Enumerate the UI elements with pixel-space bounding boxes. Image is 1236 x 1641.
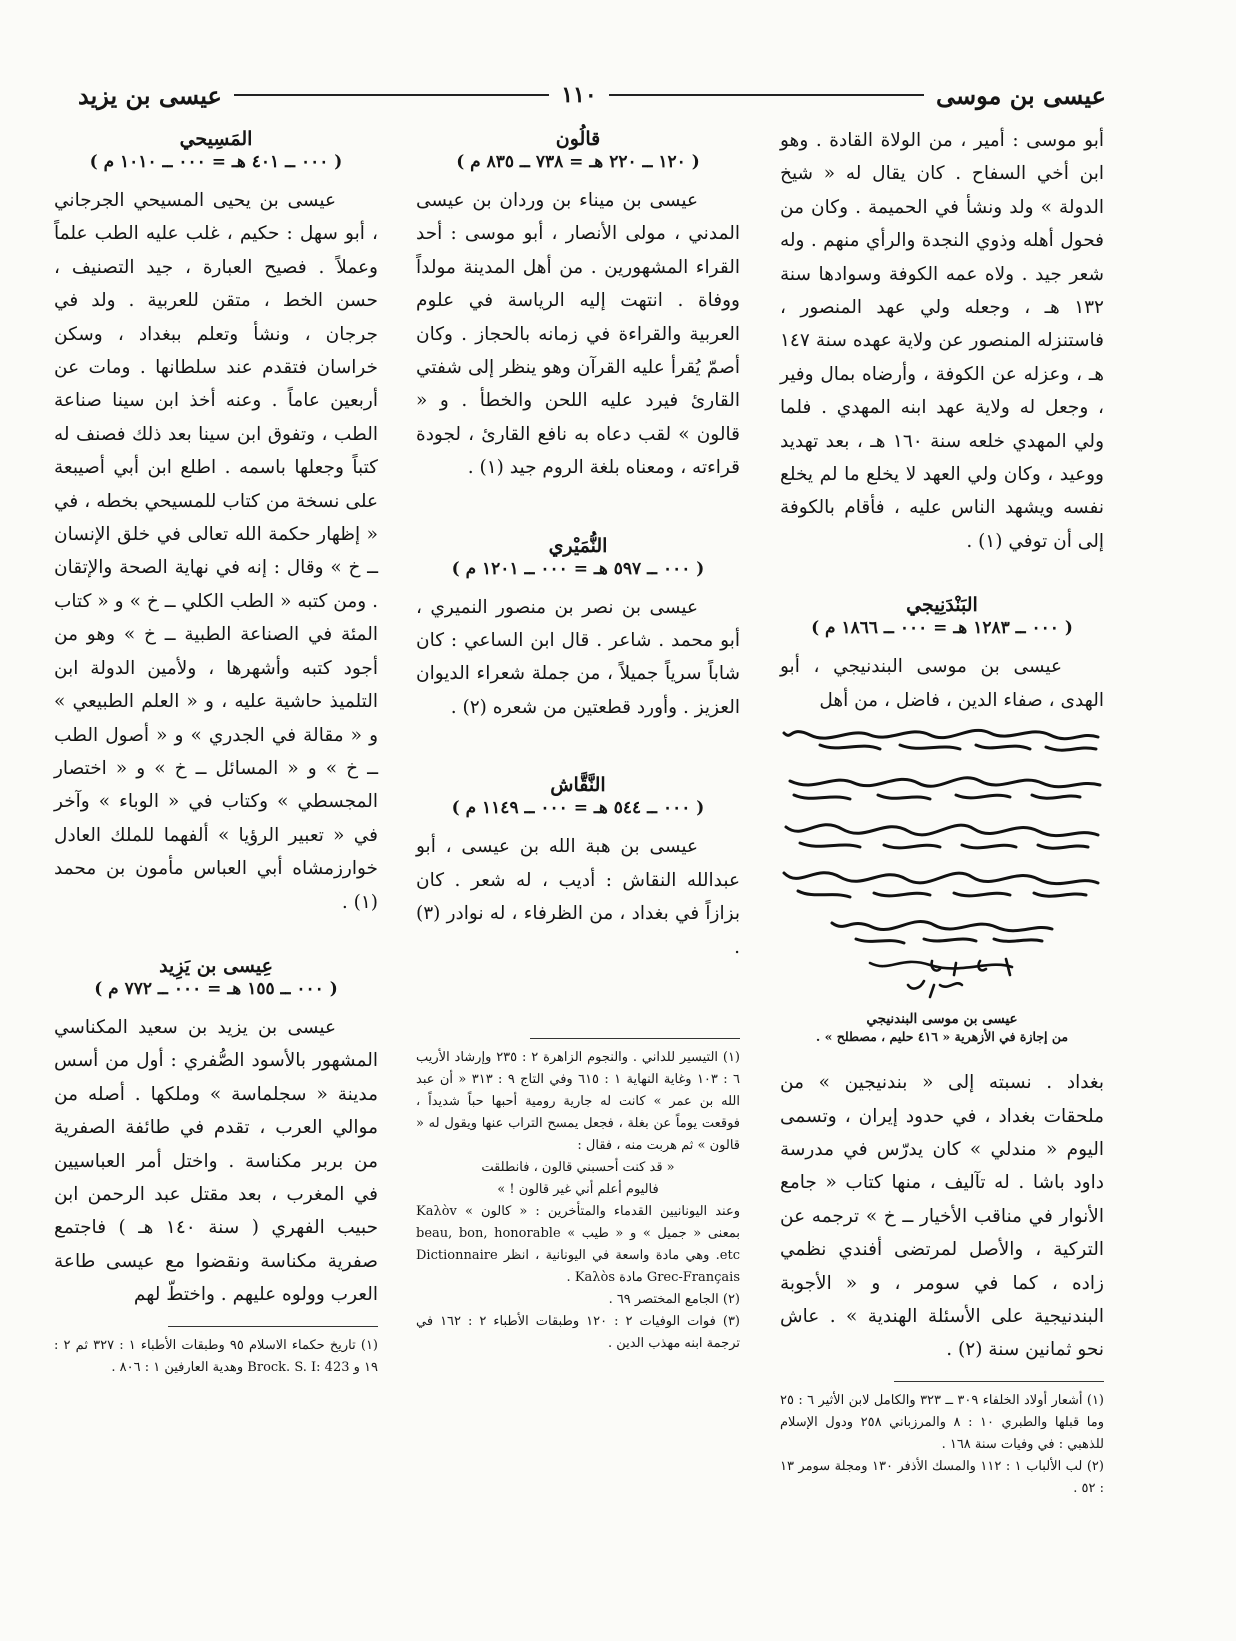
entry-text-isa-ibn-yazid: عيسى بن يزيد بن سعيد المكناسي المشهور بالأسود الصُّفري : أول من أسس مدينة « سجلماسة » وملكها . أصله من موالي العرب ، تقدم في طائفة الصفرية من بربر مكناسة . واختل أمر العباسيين في المغرب ، بعد مقتل عبد الرحمن ابن حبيب الفهري ( سنة ١٤٠ هـ ) فاجتمع صفرية مكناسة ونقضوا مع عيسى طاعة العرب وولوه عليهم . واختطّ لهم	[54, 1016, 379, 1306]
manuscript-caption: عيسى بن موسى البندنيجي	[866, 1011, 1018, 1028]
entry-dates-bandaniji: ( ٠٠٠ ــ ١٢٨٣ هـ = ٠٠٠ ــ ١٨٦٦ م )	[811, 618, 1073, 639]
entry-text-masihi: عيسى بن يحيى المسيحي الجرجاني ، أبو سهل : حكيم ، غلب عليه الطب علماً وعملاً . فصيح العبارة ، جيد التصنيف ، حسن الخط ، متقن للعربية . ولد في جرجان ، ونشأ وتعلم ببغداد ، وسكن خراسان فتقدم عند سلطانها . ومات عن أربعين عاماً . وعنه أخذ ابن سينا صناعة الطب ، وتفوق ابن سينا بعد ذلك فصنف له كتباً وجعلها باسمه . اطلع ابن أبي أصيبعة على نسخة من كتاب للمسيحي بخطه ، في « إظهار حكمة الله تعالى في خلق الإنسان ــ خ » وقال : إنه في نهاية الصحة والإتقان . ومن كتبه « الطب الكلي ــ خ » و « كتاب المئة في الصناعة الطبية ــ خ » وهو من أجود كتبه وأشهرها ، ولأمين الدولة ابن التلميذ حاشية عليه ، و « العلم الطبيعي » و « مقالة في الجدري » و « أصول الطب ــ خ » و « المسائل ــ خ » و « اختصار المجسطي » وكتاب في « الوباء » وآخر في « تعبير الرؤيا » ألفهما للملك العادل خوارزمشاه أبي العباس مأمون بن محمد (١) .	[54, 190, 378, 913]
entry-title-bandaniji: البَنْدَنِيجي	[906, 594, 978, 617]
entry-dates-masihi: ( ٠٠٠ ــ ٤٠١ هـ = ٠٠٠ ــ ١٠١٠ م )	[89, 152, 343, 172]
footnote-middle-1b: وعند اليونانيين القدماء والمتأخرين : « كالون » Kaλòv بمعنى « جميل » و « طيب » beau, bon, honorable etc. وهي مادة واسعة في اليونانية ، انظر Dictionnaire Grec-Français مادة Kaλòs .	[416, 1203, 741, 1285]
entry-text-qalun: عيسى بن ميناء بن وردان بن عيسى المدني ، مولى الأنصار ، أبو موسى : أحد القراء المشهورين . من أهل المدينة مولداً ووفاة . انتهت إليه الرياسة في علوم العربية والقراءة في زمانه بالحجاز . وكان أصمّ يُقرأ عليه القرآن وهو ينظر إلى شفتي القارئ فيرد عليه اللحن والخطأ . و « قالون » لقب دعاه به نافع القارئ ، لجودة قراءته ، ومعناه بلغة الروم جيد (١) .	[416, 190, 740, 479]
left-column	[54, 124, 378, 1379]
footnote-divider	[168, 1326, 378, 1327]
footnote-middle-2: (٢) الجامع المختصر ٦٩ .	[608, 1291, 740, 1307]
entry-title-isa-ibn-yazid: عِيسى بن يَزِيد	[159, 954, 273, 977]
entry-title-numayri: النُّمَيْري	[548, 534, 608, 557]
header-right-title: عيسى بن موسى	[935, 80, 1106, 110]
entry-dates-isa-ibn-yazid: ( ٠٠٠ ــ ١٥٥ هـ = ٠٠٠ ــ ٧٧٢ م )	[94, 978, 338, 999]
footnote-middle-verse-2: فاليوم أعلم أني غير قالون ! »	[497, 1181, 659, 1197]
page-header	[78, 72, 1106, 118]
entry-title-qalun: قالُون	[555, 128, 601, 150]
entry-title-masihi: المَسِيحي	[179, 128, 253, 150]
entry-text-bandaniji-part2: بغداد . نسبته إلى « بندنيجين » من ملحقات بغداد ، في حدود إيران ، وتسمى اليوم « مندلي » كان يدرّس في مدرسة داود باشا . له تآليف ، منها كتاب « جامع الأنوار في مناقب الأخيار ــ خ » ترجمه عن التركية ، والأصل لمرتضى أفندي نظمي زاده ، كما في سومر ، و « الأجوبة البندنيجية على الأسئلة الهندية » . عاش نحو ثمانين سنة (٢) .	[780, 1072, 1104, 1361]
page-number: ١١٠	[561, 82, 597, 108]
entry-text-numayri: عيسى بن نصر بن منصور النميري ، أبو محمد . شاعر . قال ابن الساعي : كان شاباً سرياً جميلاً ، من جملة شعراء الديوان العزيز . وأورد قطعتين من شعره (٢) .	[416, 596, 740, 718]
manuscript-image	[780, 723, 1104, 1003]
manuscript-source: من إجازة في الأزهرية « ٤١٦ حليم ، مصطلح » .	[815, 1029, 1069, 1045]
header-left-title: عيسى بن يزيد	[78, 80, 222, 110]
footnote-divider	[530, 1038, 740, 1039]
entry-dates-naqqash: ( ٠٠٠ ــ ٥٤٤ هـ = ٠٠٠ ــ ١١٤٩ م )	[451, 798, 705, 819]
footnote-left-1: (١) تاريخ حكماء الاسلام ٩٥ وطبقات الأطباء ١ : ٣٢٧ ثم ٢ : ١٩ و Brock. S. I: 423 وهدية العارفين ١ : ٨٠٦ .	[54, 1337, 378, 1375]
header-rule-left	[234, 94, 549, 96]
middle-column	[416, 124, 740, 1355]
footnote-middle-3: (٣) فوات الوفيات ٢ : ١٢٠ وطبقات الأطباء ٢ : ١٦٢ في ترجمة ابنه مهذب الدين .	[416, 1313, 740, 1351]
right-column	[780, 124, 1104, 1500]
entry-title-naqqash: النَّقَّاش	[550, 774, 606, 797]
footnote-middle-1: (١) التيسير للداني . والنجوم الزاهرة ٢ : ٢٣٥ وإرشاد الأريب ٦ : ١٠٣ وغاية النهاية ١ : ٦١٥ وفي التاج ٩ : ٣١٣ « أن عبد الله بن عمر » كانت له جارية رومية أحبها حباً شديداً ، فوقعت يوماً عن بغلة ، فجعل يمسح التراب عنها ويقول له « قالون » ثم هربت منه ، فقال :	[416, 1049, 740, 1153]
footnote-right-1: (١) أشعار أولاد الخلفاء ٣٠٩ ــ ٣٢٣ والكامل لابن الأثير ٦ : ٢٥ وما قبلها والطبري ١٠ : ٨ والمرزباني ٢٥٨ ودول الإسلام للذهبي : في وفيات سنة ١٦٨ .	[780, 1392, 1104, 1452]
entry-text-naqqash: عيسى بن هبة الله بن عيسى ، أبو عبدالله النقاش : أديب ، له شعر . كان بزازاً في بغداد ، من الظرفاء ، له نوادر (٣) .	[416, 836, 740, 958]
entry-dates-numayri: ( ٠٠٠ ــ ٥٩٧ هـ = ٠٠٠ ــ ١٢٠١ م )	[451, 558, 705, 579]
handwriting-sample-image	[780, 723, 1104, 1003]
footnote-middle-verse-1: « قد كنت أحسبني قالون ، فانطلقت	[481, 1159, 675, 1175]
footnote-right-2: (٢) لب الألباب ١ : ١١٢ والمسك الأذفر ١٣٠ ومجلة سومر ١٣ : ٥٢ .	[780, 1458, 1104, 1496]
entry-dates-qalun: ( ١٢٠ ــ ٢٢٠ هـ = ٧٣٨ ــ ٨٣٥ م )	[456, 152, 700, 172]
header-rule-right	[609, 94, 924, 96]
entry-text-isa-ibn-musa: أبو موسى : أمير ، من الولاة القادة . وهو ابن أخي السفاح . كان يقال له « شيخ الدولة » ولد ونشأ في الحميمة . وكان من فحول أهله وذوي النجدة والرأي منهم . وله شعر جيد . ولاه عمه الكوفة وسوادها سنة ١٣٢ هـ ، وجعله ولي عهد المنصور ، فاستنزله المنصور عن ولاية عهده سنة ١٤٧ هـ ، وعزله عن الكوفة ، وأرضاه بمال وفير ، وجعل له ولاية عهد ابنه المهدي . فلما ولي المهدي خلعه سنة ١٦٠ هـ ، بعد تهديد ووعيد ، وكان ولي العهد لا يخلع ما لم يخلع نفسه ويشهد الناس عليه ، فأقام بالكوفة إلى أن توفي (١) .	[780, 130, 1104, 552]
entry-text-bandaniji-part1: عيسى بن موسى البندنيجي ، أبو الهدى ، صفاء الدين ، فاضل ، من أهل	[780, 656, 1104, 711]
footnote-divider	[894, 1381, 1104, 1382]
